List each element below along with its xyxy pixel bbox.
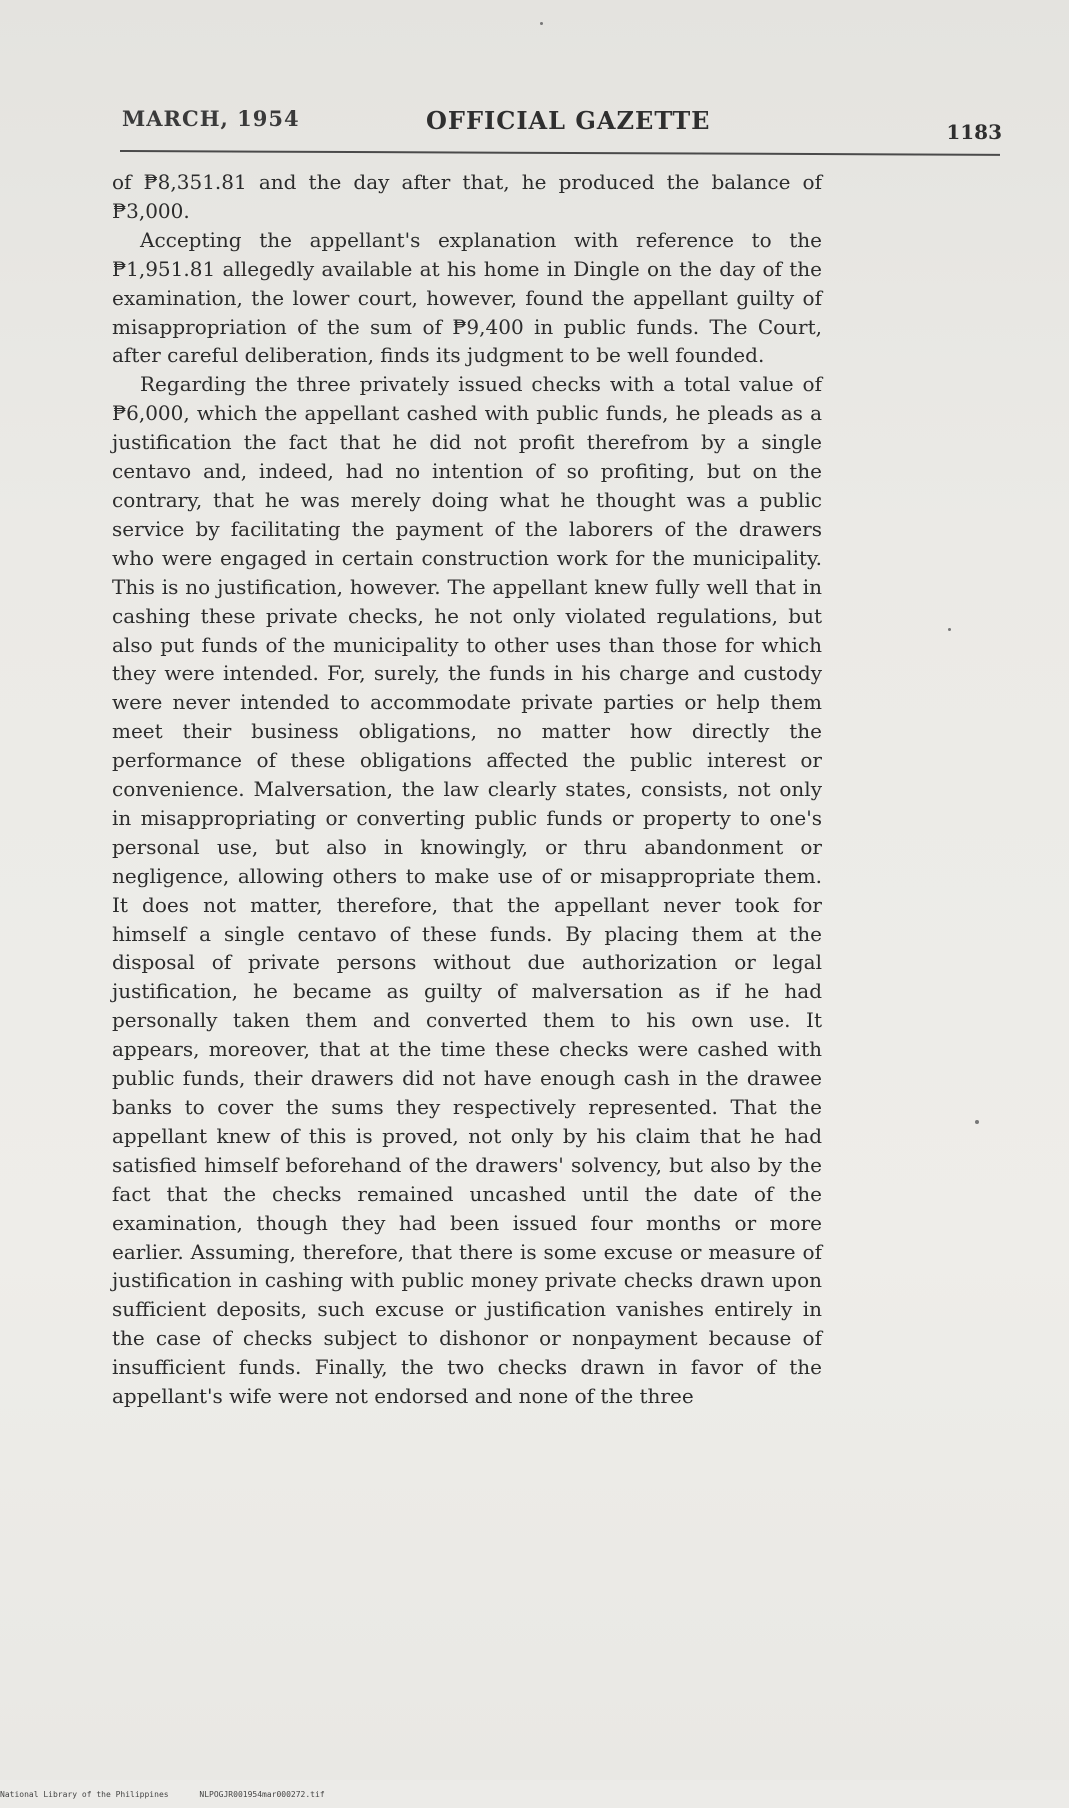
paragraph-continuation: of ₱8,351.81 and the day after that, he produced the balance of ₱3,000.	[112, 170, 822, 223]
body-text	[112, 168, 822, 1411]
paragraph: Regarding the three privately issued checks with a total value of ₱6,000, which the appellant cashed with public funds, he pleads as a justification the fact that he did not profit therefrom by a single centavo and, indeed, had no intention of so profiting, but on the contrary, that he was merely doing what he thought was a public service by facilitating the payment of the laborers of the drawers who were engaged in certain construction work for the municipality. This is no justification, however. The appellant knew fully well that in cashing these private checks, he not only violated regulations, but also put funds of the municipality to other uses than those for which they were intended. For, surely, the funds in his charge and custody were never intended to accommodate private parties or help them meet their business obligations, no matter how directly the performance of these obligations affected the public interest or convenience. Malversation, the law clearly states, consists, not only in misappropriating or converting public funds or property to one's personal use, but also in knowingly, or thru abandonment or negligence, allowing others to make use of or misappropriate them. It does not matter, therefore, that the appellant never took for himself a single centavo of these funds. By placing them at the disposal of private persons without due authorization or legal justification, he became as guilty of malversation as if he had personally taken them and converted them to his own use. It appears, moreover, that at the time these checks were cashed with public funds, their drawers did not have enough cash in the drawee banks to cover the sums they respectively represented. That the appellant knew of this is proved, not only by his claim that he had satisfied himself beforehand of the drawers' solvency, but also by the fact that the checks remained uncashed until the date of the examination, though they had been issued four months or more earlier. Assuming, therefore, that there is some excuse or measure of justification in cashing with public money private checks drawn upon sufficient deposits, such excuse or justification vanishes entirely in the case of checks subject to dishonor or nonpayment because of insufficient funds. Finally, the two checks drawn in favor of the appellant's wife were not endorsed and none of the three	[112, 372, 822, 1409]
running-header	[122, 102, 1002, 146]
scan-footer	[0, 1790, 351, 1799]
footer-library: National Library of the Philippines	[0, 1790, 169, 1799]
paragraph: Accepting the appellant's explanation with reference to the ₱1,951.81 allegedly available at his home in Dingle on the day of the examination, the lower court, however, found the appellant guilty of misappropriation of the sum of ₱9,400 in public funds. The Court, after careful deliberation, finds its judgment to be well founded.	[112, 227, 822, 368]
footer-filename: NLPOGJR001954mar000272.tif	[199, 1790, 325, 1799]
header-rule	[120, 150, 1000, 156]
scan-speck	[975, 1120, 979, 1124]
scan-speck	[948, 628, 951, 631]
scan-speck	[540, 22, 543, 25]
header-title: OFFICIAL GAZETTE	[426, 106, 711, 135]
header-date: MARCH, 1954	[122, 106, 300, 131]
page-number: 1183	[946, 120, 1002, 144]
